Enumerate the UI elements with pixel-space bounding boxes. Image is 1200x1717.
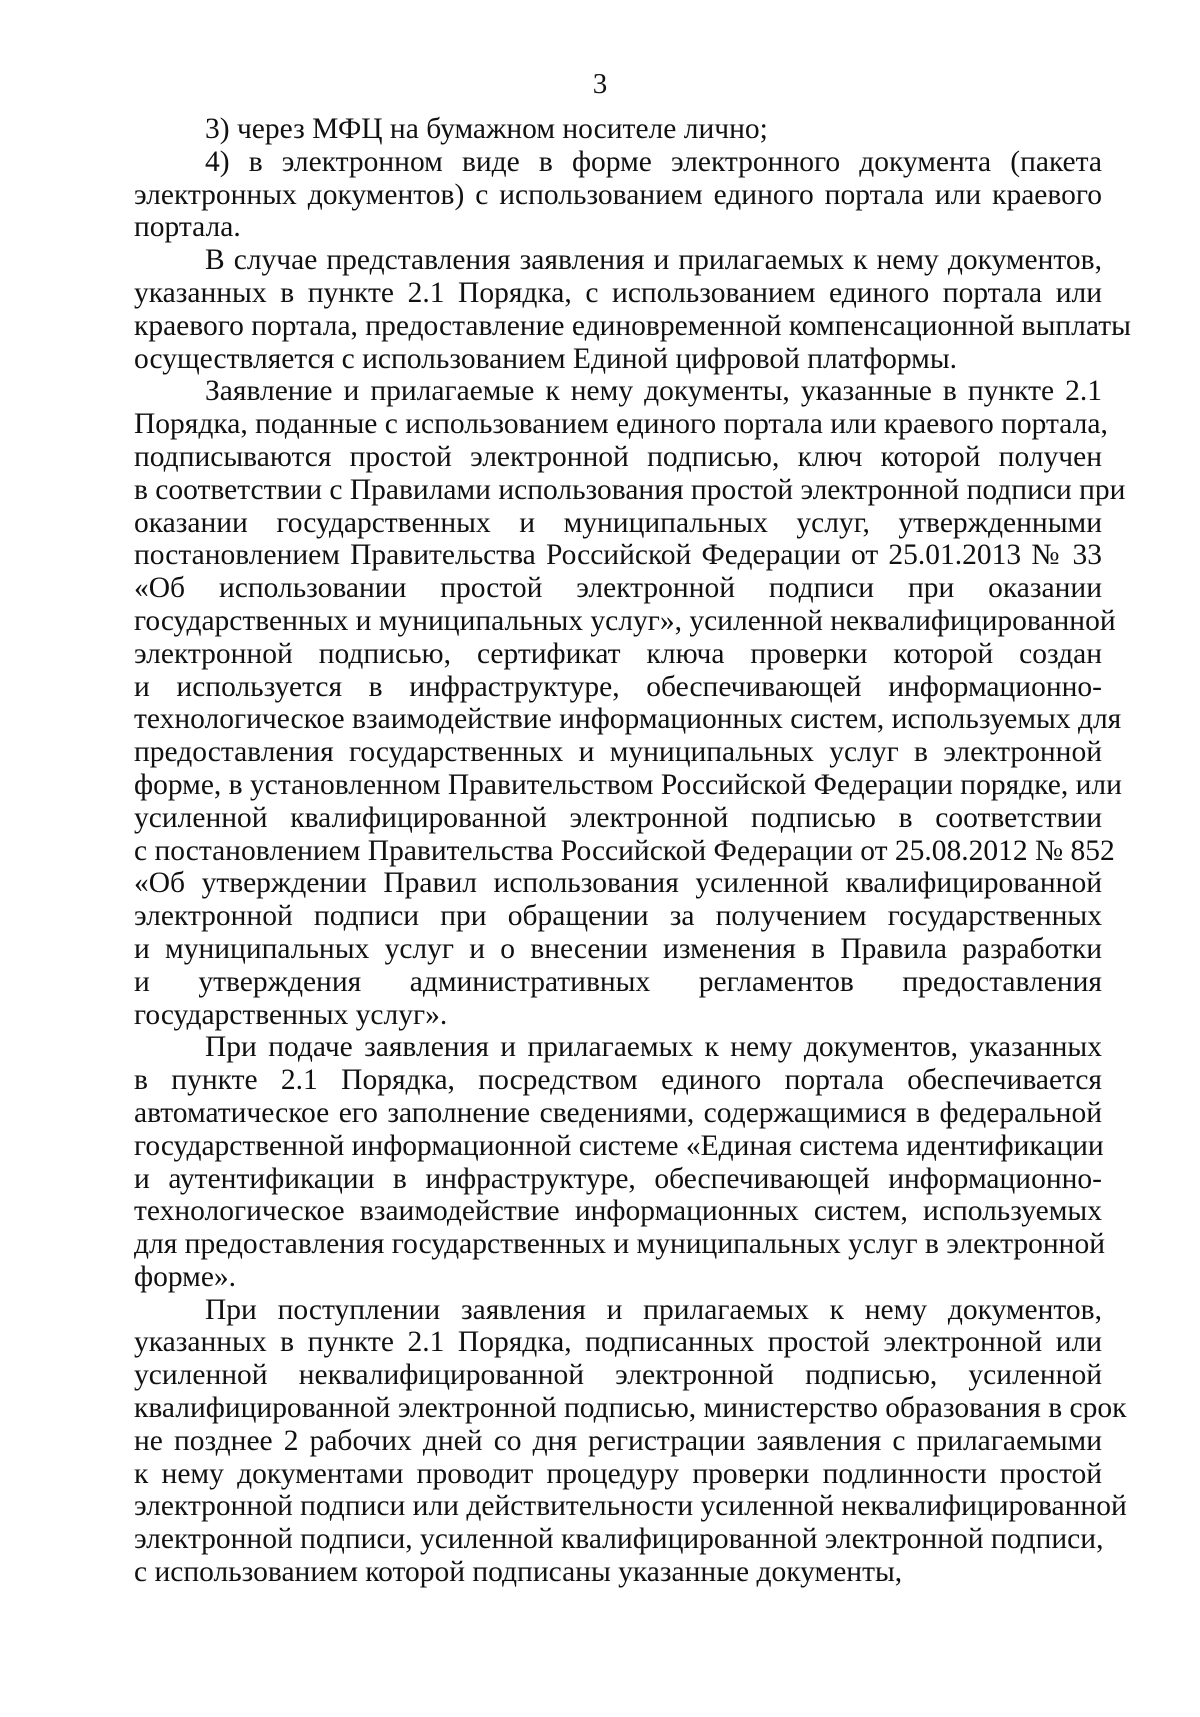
- text-line: указанных в пункте 2.1 Порядка, с использованием единого портала или: [134, 276, 1102, 309]
- text-line: постановлением Правительства Российской Федерации от 25.01.2013 № 33: [134, 539, 1102, 572]
- paragraph: [134, 375, 1126, 1031]
- document-body: [134, 113, 1131, 1589]
- text-line: Порядка, поданные с использованием единого портала или краевого портала,: [134, 408, 1108, 441]
- text-line: При подаче заявления и прилагаемых к нему документов, указанных: [205, 1031, 1102, 1064]
- text-line: для предоставления государственных и муниципальных услуг в электронной: [134, 1228, 1105, 1261]
- text-line: к нему документами проводит процедуру проверки подлинности простой: [134, 1457, 1102, 1490]
- text-line: портала.: [134, 211, 241, 244]
- text-line: в пункте 2.1 Порядка, посредством единого портала обеспечивается: [134, 1064, 1102, 1097]
- text-line: технологическое взаимодействие информационных систем, используемых для: [134, 703, 1122, 736]
- text-line: технологическое взаимодействие информационных систем, используемых: [134, 1195, 1102, 1228]
- text-line: государственных и муниципальных услуг», усиленной неквалифицированной: [134, 604, 1116, 637]
- text-line: Заявление и прилагаемые к нему документы, указанные в пункте 2.1: [205, 375, 1102, 408]
- text-line: предоставления государственных и муниципальных услуг в электронной: [134, 736, 1102, 769]
- paragraph: [134, 113, 1102, 146]
- paragraph: [134, 146, 1102, 244]
- paragraph: [134, 1293, 1127, 1589]
- text-line: осуществляется с использованием Единой цифровой платформы.: [134, 342, 958, 375]
- text-line: указанных в пункте 2.1 Порядка, подписанных простой электронной или: [134, 1326, 1102, 1359]
- text-line: «Об утверждении Правил использования усиленной квалифицированной: [134, 867, 1102, 900]
- text-line: и аутентификации в инфраструктуре, обеспечивающей информационно-: [134, 1162, 1102, 1195]
- text-line: электронной подписи при обращении за получением государственных: [134, 900, 1102, 933]
- text-line: и используется в инфраструктуре, обеспечивающей информационно-: [134, 670, 1102, 703]
- text-line: не позднее 2 рабочих дней со дня регистрации заявления с прилагаемыми: [134, 1424, 1102, 1457]
- text-line: электронных документов) с использованием единого портала или краевого: [134, 178, 1102, 211]
- text-line: государственной информационной системе «Единая система идентификации: [134, 1129, 1104, 1162]
- text-line: усиленной неквалифицированной электронной подписью, усиленной: [134, 1359, 1102, 1392]
- text-line: с постановлением Правительства Российской Федерации от 25.08.2012 № 852: [134, 834, 1115, 867]
- text-line: 3) через МФЦ на бумажном носителе лично;: [205, 113, 768, 145]
- paragraph: [134, 244, 1131, 375]
- text-line: «Об использовании простой электронной подписи при оказании: [134, 572, 1102, 605]
- text-line: электронной подписью, сертификат ключа проверки которой создан: [134, 637, 1102, 670]
- text-line: и муниципальных услуг и о внесении изменения в Правила разработки: [134, 932, 1102, 965]
- text-line: 4) в электронном виде в форме электронного документа (пакета: [205, 145, 1102, 178]
- text-line: квалифицированной электронной подписью, министерство образования в срок: [134, 1392, 1127, 1425]
- text-line: При поступлении заявления и прилагаемых к нему документов,: [205, 1293, 1102, 1326]
- text-line: В случае представления заявления и прилагаемых к нему документов,: [205, 244, 1102, 277]
- text-line: государственных услуг».: [134, 998, 448, 1031]
- text-line: электронной подписи или действительности усиленной неквалифицированной: [134, 1490, 1127, 1523]
- page-number: 3: [592, 68, 608, 100]
- text-line: форме».: [134, 1260, 237, 1293]
- text-line: подписываются простой электронной подписью, ключ которой получен: [134, 440, 1102, 473]
- text-line: в соответствии с Правилами использования простой электронной подписи при: [134, 473, 1126, 506]
- paragraph: [134, 1031, 1105, 1293]
- text-line: с использованием которой подписаны указанные документы,: [134, 1556, 903, 1589]
- text-line: форме, в установленном Правительством Российской Федерации порядке, или: [134, 768, 1122, 801]
- text-line: оказании государственных и муниципальных услуг, утвержденными: [134, 506, 1102, 539]
- text-line: и утверждения административных регламентов предоставления: [134, 965, 1102, 998]
- text-line: электронной подписи, усиленной квалифицированной электронной подписи,: [134, 1523, 1104, 1556]
- text-line: усиленной квалифицированной электронной подписью в соответствии: [134, 801, 1102, 834]
- text-line: краевого портала, предоставление единовременной компенсационной выплаты: [134, 309, 1131, 342]
- text-line: автоматическое его заполнение сведениями, содержащимися в федеральной: [134, 1096, 1102, 1129]
